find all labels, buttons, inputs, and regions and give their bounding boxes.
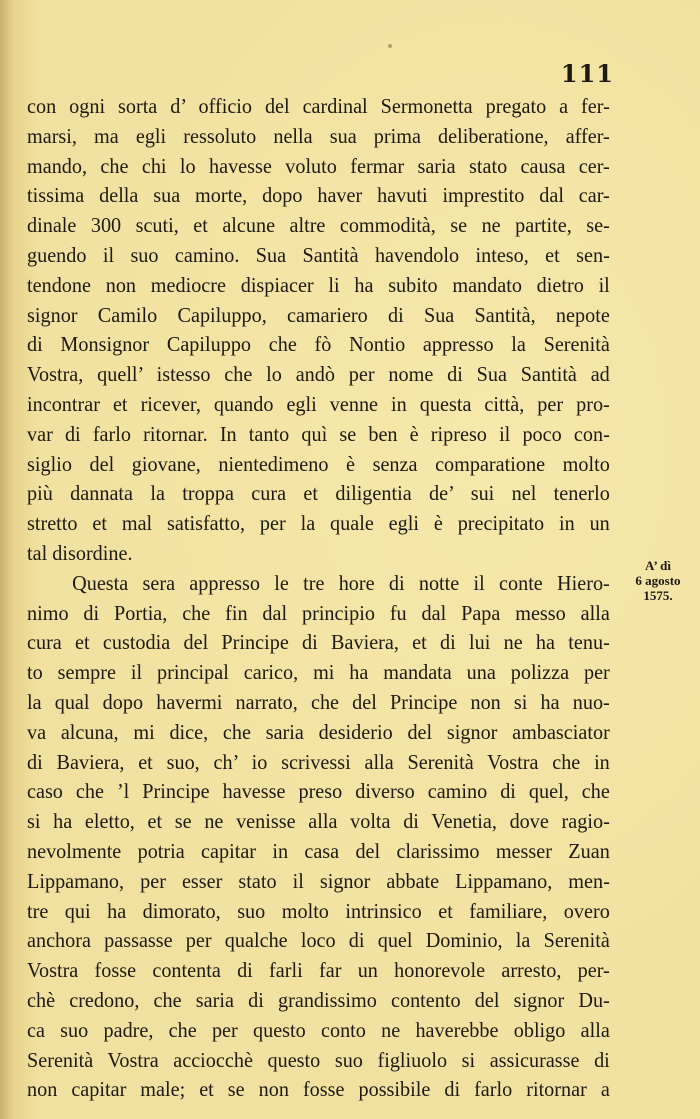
text-line: ca suo padre, che per questo conto ne haverebbe obligo alla bbox=[27, 1017, 610, 1042]
text-line: di Baviera, et suo, ch’ io scrivessi alla Serenità Vostra che in bbox=[27, 749, 610, 774]
text-line: signor Camilo Capiluppo, camariero di Sua Santità, nepote bbox=[27, 302, 610, 327]
text-line: va alcuna, mi dice, che saria desiderio del signor ambasciator bbox=[27, 719, 610, 744]
text-line: marsi, ma egli ressoluto nella sua prima deliberatione, affer- bbox=[27, 123, 610, 148]
text-line: incontrar et ricever, quando egli venne in questa città, per pro- bbox=[27, 391, 610, 416]
text-line: nimo di Portia, che fin dal principio fu dal Papa messo alla bbox=[27, 600, 610, 625]
paper-speck bbox=[388, 44, 392, 48]
text-line: la qual dopo havermi narrato, che del Principe non si ha nuo- bbox=[27, 689, 610, 714]
text-line: guendo il suo camino. Sua Santità havendolo inteso, et sen- bbox=[27, 242, 610, 267]
text-line: tendone non mediocre dispiacer li ha subito mandato dietro il bbox=[27, 272, 610, 297]
text-line: nevolmente potria capitar in casa del clarissimo messer Zuan bbox=[27, 838, 610, 863]
text-line: dinale 300 scuti, et alcune altre commodità, se ne partite, se- bbox=[27, 213, 610, 238]
text-line: più dannata la troppa cura et diligentia de’ sui nel tenerlo bbox=[27, 481, 610, 506]
text-line: Lippamano, per esser stato il signor abbate Lippamano, men- bbox=[27, 868, 610, 893]
text-line: cura et custodia del Principe di Baviera, et di lui ne ha tenu- bbox=[27, 630, 610, 655]
margin-date-note bbox=[622, 558, 694, 603]
text-line: di Monsignor Capiluppo che fò Nontio appresso la Serenità bbox=[27, 332, 610, 357]
text-line: anchora passasse per qualche loco di quel Dominio, la Serenità bbox=[27, 928, 610, 953]
text-line: caso che ’l Principe havesse preso diverso camino di quel, che bbox=[27, 779, 610, 804]
margin-note-line: 1575. bbox=[643, 588, 673, 603]
text-line: to sempre il principal carico, mi ha mandata una polizza per bbox=[27, 660, 610, 685]
text-line: Vostra, quell’ istesso che lo andò per nome di Sua Santità ad bbox=[27, 362, 610, 387]
text-line: tre qui ha dimorato, suo molto intrinsico et familiare, overo bbox=[27, 898, 610, 923]
text-line: con ogni sorta d’ officio del cardinal Sermonetta pregato a fer- bbox=[27, 94, 610, 118]
text-line: Serenità Vostra acciocchè questo suo figliuolo si assicurasse di bbox=[27, 1047, 610, 1072]
text-line: var di farlo ritornar. In tanto quì se ben è ripreso il poco con- bbox=[27, 421, 610, 446]
margin-note-line: 6 agosto bbox=[635, 573, 681, 588]
text-line: siglio del giovane, nientedimeno è senza comparatione molto bbox=[27, 451, 610, 476]
text-line: si ha eletto, et se ne venisse alla volta di Venetia, dove ragio- bbox=[27, 809, 610, 834]
margin-note-line: A’ dì bbox=[645, 558, 671, 573]
text-line: stretto et mal satisfatto, per la quale egli è precipitato in un bbox=[27, 511, 610, 536]
text-line: mando, che chi lo havesse voluto fermar saria stato causa cer- bbox=[27, 153, 610, 178]
text-line: chè credono, che saria di grandissimo contento del signor Du- bbox=[27, 987, 610, 1012]
body-text bbox=[27, 92, 610, 1105]
text-line: Vostra fosse contenta di farli far un honorevole arresto, per- bbox=[27, 958, 610, 983]
text-line: tissima della sua morte, dopo haver havuti imprestito dal car- bbox=[27, 183, 610, 208]
text-line: non capitar male; et se non fosse possibile di farlo ritornar a bbox=[27, 1077, 610, 1102]
paragraph-end-line: tal disordine. bbox=[27, 540, 133, 565]
paragraph-start-line: Questa sera appresso le tre hore di notte il conte Hiero- bbox=[72, 570, 610, 595]
page-number: 111 bbox=[560, 59, 614, 88]
